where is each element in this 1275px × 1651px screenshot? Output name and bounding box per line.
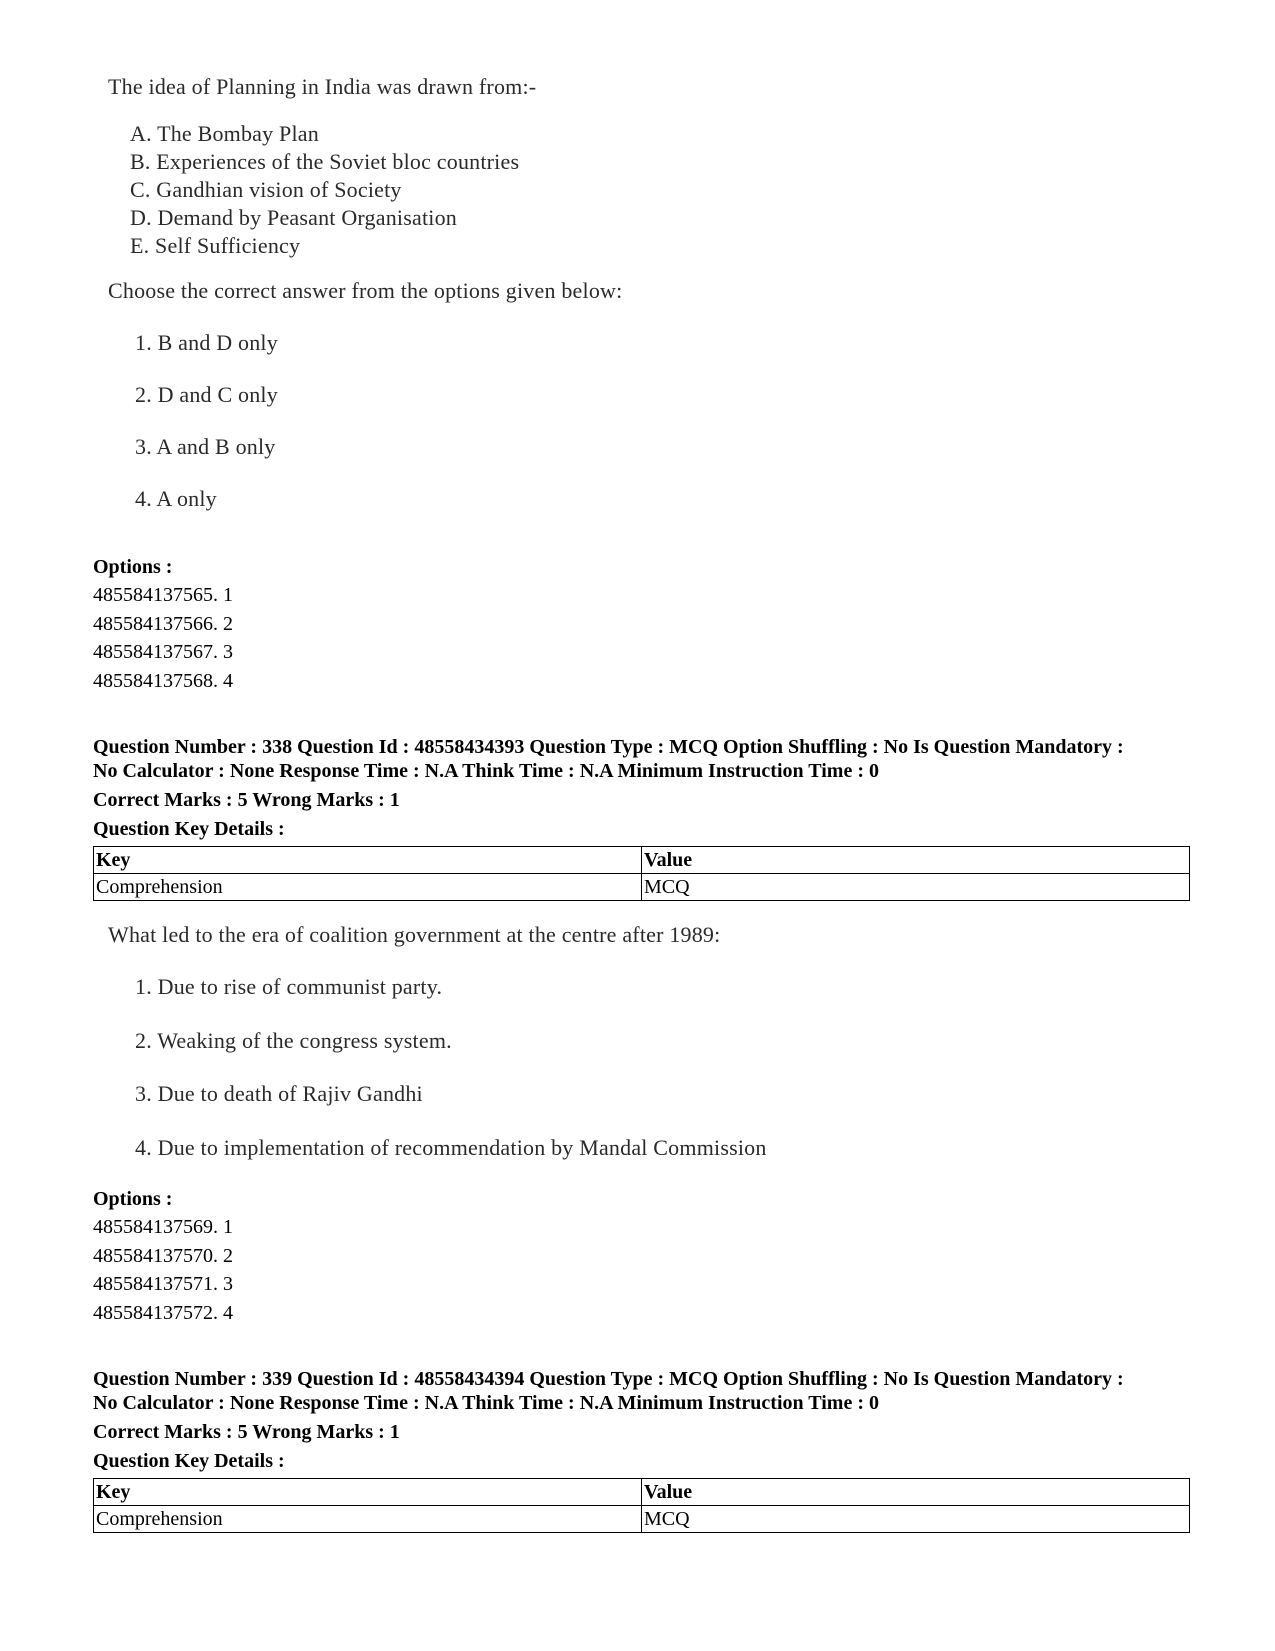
option-item: 485584137565. 1 (93, 584, 233, 606)
q338-meta-line-2: No Calculator : None Response Time : N.A Think Time : N.A Minimum Instruction Time : 0 (93, 760, 879, 782)
q337-options-label: Options : (93, 556, 173, 578)
answer-choice: 3. Due to death of Rajiv Gandhi (135, 1081, 423, 1106)
option-item: 485584137568. 4 (93, 670, 233, 692)
statement-item: E. Self Sufficiency (130, 233, 301, 258)
table-row (94, 1506, 1190, 1533)
q339-marks: Correct Marks : 5 Wrong Marks : 1 (93, 1421, 400, 1443)
q338-marks: Correct Marks : 5 Wrong Marks : 1 (93, 789, 400, 811)
statement-item: A. The Bombay Plan (130, 121, 319, 146)
key-header: Key (94, 1479, 642, 1506)
option-item: 485584137566. 2 (93, 613, 233, 635)
value-cell: MCQ (642, 1506, 1190, 1533)
statement-item: B. Experiences of the Soviet bloc countries (130, 149, 520, 174)
answer-choice: 1. B and D only (135, 330, 278, 355)
q339-meta-line-1: Question Number : 339 Question Id : 48558434394 Question Type : MCQ Option Shuffling : No Is Question Mandatory : (93, 1368, 1124, 1390)
option-item: 485584137569. 1 (93, 1216, 233, 1238)
table-header-row (94, 1479, 1190, 1506)
answer-choice: 2. Weaking of the congress system. (135, 1028, 452, 1053)
q338-meta-line-1: Question Number : 338 Question Id : 48558434393 Question Type : MCQ Option Shuffling : No Is Question Mandatory : (93, 736, 1124, 758)
option-item: 485584137567. 3 (93, 641, 233, 663)
answer-choice: 4. A only (135, 486, 217, 511)
key-cell: Comprehension (94, 1506, 642, 1533)
value-cell: MCQ (642, 874, 1190, 901)
option-item: 485584137570. 2 (93, 1245, 233, 1267)
option-item: 485584137571. 3 (93, 1273, 233, 1295)
answer-choice: 2. D and C only (135, 382, 278, 407)
value-header: Value (642, 847, 1190, 874)
q338-stem: What led to the era of coalition government at the centre after 1989: (108, 922, 721, 947)
q339-meta-line-2: No Calculator : None Response Time : N.A Think Time : N.A Minimum Instruction Time : 0 (93, 1392, 879, 1414)
q339-key-details-label: Question Key Details : (93, 1450, 285, 1472)
q337-instruction: Choose the correct answer from the options given below: (108, 278, 623, 303)
key-cell: Comprehension (94, 874, 642, 901)
key-header: Key (94, 847, 642, 874)
q338-key-details-label: Question Key Details : (93, 818, 285, 840)
answer-choice: 3. A and B only (135, 434, 276, 459)
q338-options-label: Options : (93, 1188, 173, 1210)
answer-choice: 1. Due to rise of communist party. (135, 974, 443, 999)
option-item: 485584137572. 4 (93, 1302, 233, 1324)
answer-choice: 4. Due to implementation of recommendation by Mandal Commission (135, 1135, 767, 1160)
statement-item: C. Gandhian vision of Society (130, 177, 402, 202)
statement-item: D. Demand by Peasant Organisation (130, 205, 457, 230)
q339-key-details-table (93, 1478, 1190, 1533)
q338-question-image (108, 0, 1108, 1160)
q337-stem: The idea of Planning in India was drawn from:- (108, 74, 537, 99)
value-header: Value (642, 1479, 1190, 1506)
